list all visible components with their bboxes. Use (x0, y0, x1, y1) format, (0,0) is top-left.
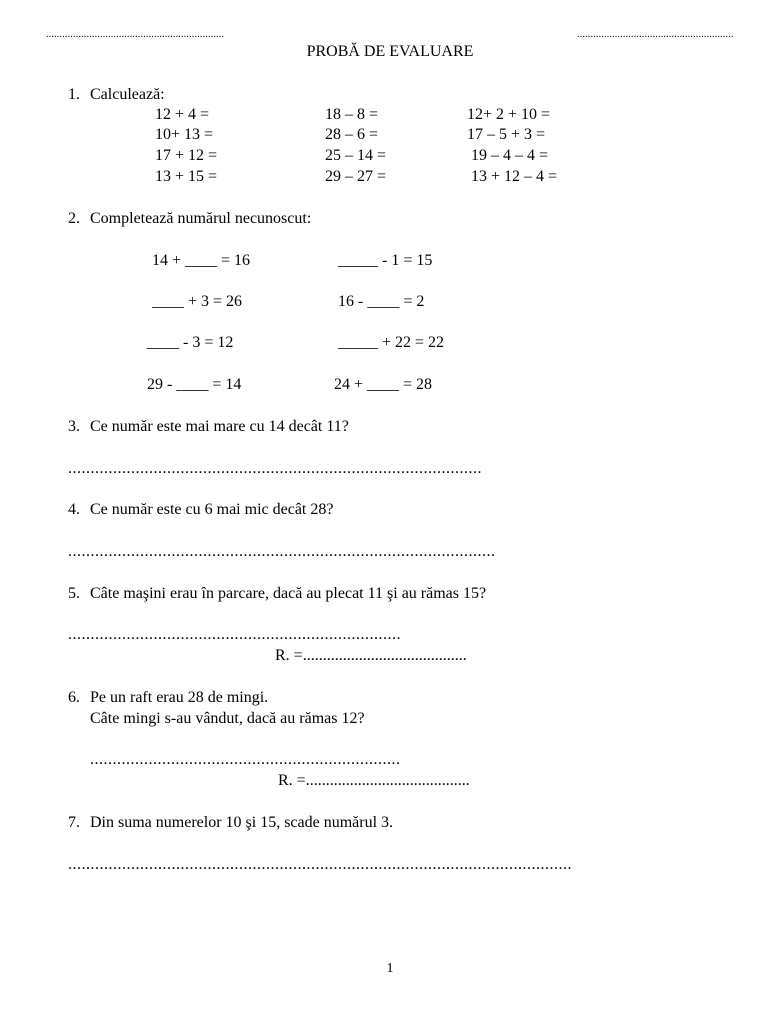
ex2-label: Completează numărul necunoscut: (90, 210, 312, 227)
ex2-item: ____ + 3 = 26 (152, 293, 243, 310)
ex2-item: 24 + ____ = 28 (334, 376, 433, 393)
ex2-number: 2. (68, 210, 80, 227)
ex2-item: _____ - 1 = 15 (338, 252, 433, 269)
ex1-item: 19 – 4 – 4 = (471, 147, 549, 164)
ex6-answer-line: ..................................................................... (90, 751, 401, 768)
ex6-label-line2: Câte mingi s-au vândut, dacă au rămas 12? (90, 710, 365, 727)
ex2-item: ____ - 3 = 12 (147, 334, 234, 351)
page-title: PROBĂ DE EVALUARE (306, 43, 474, 60)
ex4-answer-line: ............................................................................................... (68, 543, 496, 560)
ex1-item: 17 + 12 = (155, 147, 218, 164)
ex4-number: 4. (68, 501, 80, 518)
ex5-label: Câte maşini erau în parcare, dacă au plecat 11 şi au rămas 15? (90, 585, 487, 602)
ex5-number: 5. (68, 585, 80, 602)
ex1-item: 13 + 12 – 4 = (471, 168, 558, 185)
ex7-label: Din suma numerelor 10 şi 15, scade numărul 3. (90, 814, 394, 831)
ex1-label: Calculează: (90, 86, 165, 103)
ex5-result-line: R. =......................................... (275, 647, 467, 664)
ex7-answer-line: ................................................................................................................ (68, 856, 572, 873)
ex4-label: Ce număr este cu 6 mai mic decât 28? (90, 501, 334, 518)
ex3-answer-line: ............................................................................................ (68, 460, 482, 477)
ex2-item: 29 - ____ = 14 (147, 376, 242, 393)
ex6-number: 6. (68, 689, 80, 706)
ex1-item: 10+ 13 = (155, 126, 214, 143)
ex5-answer-line: .......................................................................... (68, 626, 401, 643)
name-line-right: .......................................................... (577, 29, 734, 40)
ex3-label: Ce număr este mai mare cu 14 decât 11? (90, 418, 349, 435)
ex1-item: 12 + 4 = (155, 106, 210, 123)
ex3-number: 3. (68, 418, 80, 435)
ex7-number: 7. (68, 814, 80, 831)
ex6-result-line: R. =......................................... (278, 772, 470, 789)
ex1-item: 17 – 5 + 3 = (467, 126, 546, 143)
ex1-item: 18 – 8 = (325, 106, 379, 123)
ex1-number: 1. (68, 86, 80, 103)
ex6-label-line1: Pe un raft erau 28 de mingi. (90, 689, 269, 706)
ex1-item: 12+ 2 + 10 = (467, 106, 551, 123)
ex2-item: 16 - ____ = 2 (338, 293, 425, 310)
ex1-item: 28 – 6 = (325, 126, 379, 143)
ex1-item: 13 + 15 = (155, 168, 218, 185)
ex2-item: _____ + 22 = 22 (338, 334, 445, 351)
ex1-item: 25 – 14 = (325, 147, 387, 164)
page-number: 1 (386, 961, 394, 976)
name-line-left: .................................................................. (46, 29, 225, 40)
ex2-item: 14 + ____ = 16 (152, 252, 251, 269)
ex1-item: 29 – 27 = (325, 168, 387, 185)
